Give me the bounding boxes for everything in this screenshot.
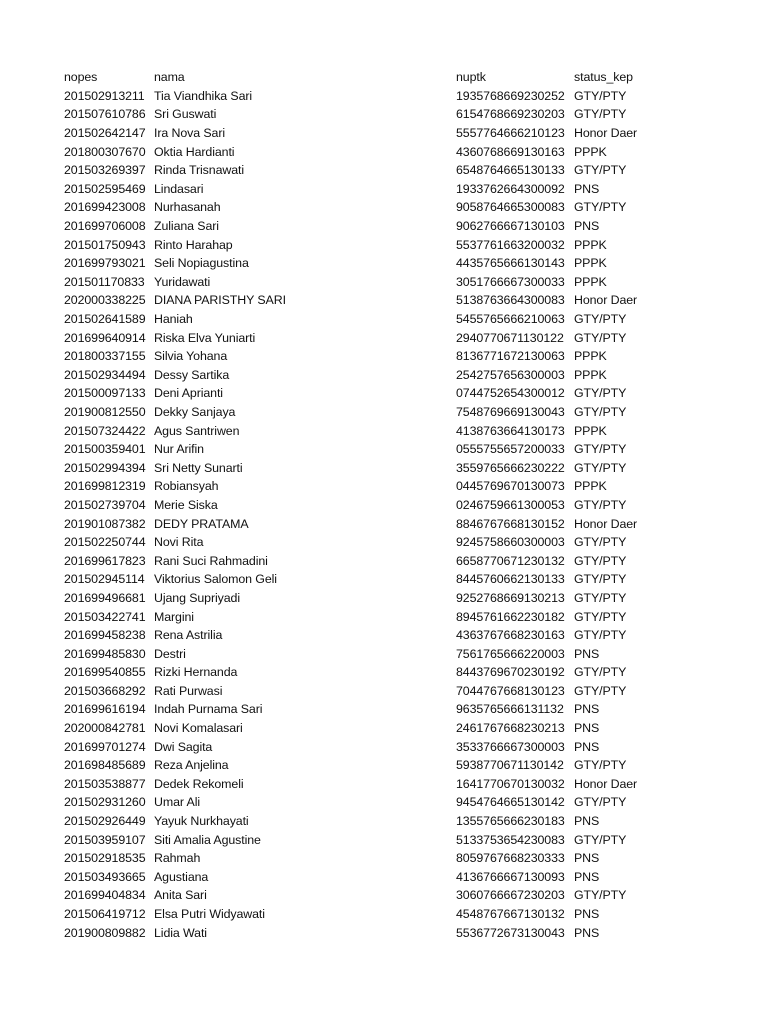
cell-nopes: 201503668292 — [64, 683, 146, 698]
cell-nopes: 201900812550 — [64, 404, 146, 419]
cell-nuptk: 4435765666130143 — [456, 256, 565, 271]
cell-nopes: 201503422741 — [64, 609, 146, 624]
cell-nama: Umar Ali — [154, 795, 201, 810]
cell-status: PPPK — [574, 423, 607, 438]
cell-status: GTY/PTY — [574, 628, 627, 643]
cell-nopes: 201502994394 — [64, 460, 146, 475]
table-row — [64, 458, 638, 477]
cell-nuptk: 5536772673130043 — [456, 925, 565, 940]
cell-nuptk: 2542757656300003 — [456, 367, 565, 382]
table-row — [64, 700, 638, 719]
cell-nopes: 202000842781 — [64, 721, 146, 736]
cell-status: GTY/PTY — [574, 404, 627, 419]
table-row — [64, 291, 638, 310]
cell-nama: Nurhasanah — [154, 200, 221, 215]
cell-status: GTY/PTY — [574, 758, 627, 773]
table-row — [64, 775, 638, 794]
cell-nama: Novi Komalasari — [154, 721, 243, 736]
cell-status: PNS — [574, 181, 600, 196]
cell-nuptk: 8059767668230333 — [456, 851, 565, 866]
cell-nama: Sri Guswati — [154, 107, 217, 122]
cell-nopes: 201500097133 — [64, 386, 146, 401]
table-row — [64, 589, 638, 608]
cell-nama: Zuliana Sari — [154, 219, 219, 234]
cell-nuptk: 0744752654300012 — [456, 386, 565, 401]
cell-nopes: 201699706008 — [64, 219, 146, 234]
cell-nuptk: 1933762664300092 — [456, 181, 565, 196]
table-row — [64, 756, 638, 775]
cell-status: Honor Daer — [574, 516, 638, 531]
cell-nuptk: 2940770671130122 — [456, 330, 564, 345]
cell-nama: Margini — [154, 609, 194, 624]
table-row — [64, 310, 638, 329]
cell-nama: Merie Siska — [154, 497, 218, 512]
table-row — [64, 440, 638, 459]
table-row — [64, 161, 638, 180]
table-row — [64, 328, 638, 347]
cell-nuptk: 7044767668130123 — [456, 683, 565, 698]
cell-nopes: 201502913211 — [64, 88, 145, 103]
cell-nopes: 201699485830 — [64, 646, 146, 661]
cell-status: GTY/PTY — [574, 386, 627, 401]
cell-nama: Sri Netty Sunarti — [154, 460, 243, 475]
table-row — [64, 514, 638, 533]
cell-nuptk: 9454764665130142 — [456, 795, 565, 810]
cell-nama: Rani Suci Rahmadini — [154, 553, 268, 568]
cell-status: PPPK — [574, 274, 607, 289]
cell-status: GTY/PTY — [574, 888, 627, 903]
cell-nuptk: 4548767667130132 — [456, 907, 565, 922]
cell-status: PNS — [574, 925, 600, 940]
table-row — [64, 198, 638, 217]
cell-status: GTY/PTY — [574, 590, 627, 605]
cell-status: PNS — [574, 851, 600, 866]
table-row — [64, 124, 638, 143]
cell-nopes: 201502641589 — [64, 312, 146, 327]
cell-nama: Silvia Yohana — [154, 349, 228, 364]
cell-nama: Reza Anjelina — [154, 758, 229, 773]
cell-nopes: 201699701274 — [64, 739, 146, 754]
cell-nama: Viktorius Salomon Geli — [154, 572, 277, 587]
table-row — [64, 105, 638, 124]
cell-nopes: 201699616194 — [64, 702, 146, 717]
table-row — [64, 235, 638, 254]
cell-nuptk: 4360768669130163 — [456, 144, 565, 159]
cell-status: PPPK — [574, 144, 607, 159]
cell-nama: Tia Viandhika Sari — [154, 88, 253, 103]
table-row — [64, 142, 638, 161]
table-row — [64, 180, 638, 199]
cell-status: PNS — [574, 702, 600, 717]
cell-nopes: 201502945114 — [64, 572, 145, 587]
table-row — [64, 923, 638, 942]
cell-status: PNS — [574, 219, 600, 234]
cell-nuptk: 7561765666220003 — [456, 646, 565, 661]
table-row — [64, 626, 638, 645]
cell-status: GTY/PTY — [574, 535, 627, 550]
cell-nama: Ira Nova Sari — [154, 126, 226, 141]
cell-nama: Agus Santriwen — [154, 423, 240, 438]
cell-nama: Yuridawati — [154, 274, 211, 289]
cell-nuptk: 5133753654230083 — [456, 832, 565, 847]
cell-nuptk: 1935768669230252 — [456, 88, 565, 103]
cell-nopes: 201699812319 — [64, 479, 146, 494]
cell-nopes: 201502250744 — [64, 535, 146, 550]
cell-status: GTY/PTY — [574, 572, 627, 587]
cell-nuptk: 0246759661300053 — [456, 497, 565, 512]
cell-status: PNS — [574, 869, 600, 884]
cell-nuptk: 4136766667130093 — [456, 869, 565, 884]
cell-nama: Dessy Sartika — [154, 367, 230, 382]
cell-nuptk: 0555755657200033 — [456, 442, 565, 457]
cell-nuptk: 6658770671230132 — [456, 553, 565, 568]
table-row — [64, 403, 638, 422]
cell-nuptk: 0445769670130073 — [456, 479, 565, 494]
cell-status: GTY/PTY — [574, 312, 627, 327]
cell-nuptk: 5138763664300083 — [456, 293, 565, 308]
cell-nama: DIANA PARISTHY SARI — [154, 293, 286, 308]
cell-nuptk: 3051766667300033 — [456, 274, 565, 289]
cell-nama: Dekky Sanjaya — [154, 404, 236, 419]
cell-nopes: 202000338225 — [64, 293, 146, 308]
cell-nama: Oktia Hardianti — [154, 144, 235, 159]
table-row — [64, 421, 638, 440]
cell-status: GTY/PTY — [574, 795, 627, 810]
cell-nuptk: 3559765666230222 — [456, 460, 565, 475]
cell-nuptk: 9058764665300083 — [456, 200, 565, 215]
table-row — [64, 496, 638, 515]
cell-nama: Nur Arifin — [154, 442, 204, 457]
cell-status: GTY/PTY — [574, 497, 627, 512]
header-row — [64, 68, 638, 87]
cell-status: Honor Daer — [574, 126, 638, 141]
cell-status: GTY/PTY — [574, 609, 627, 624]
cell-nama: Robiansyah — [154, 479, 219, 494]
cell-status: GTY/PTY — [574, 832, 627, 847]
table-row — [64, 384, 638, 403]
cell-nama: Novi Rita — [154, 535, 204, 550]
cell-nopes: 201500359401 — [64, 442, 146, 457]
cell-nopes: 201502595469 — [64, 181, 146, 196]
cell-status: PPPK — [574, 479, 607, 494]
cell-nama: Elsa Putri Widyawati — [154, 907, 265, 922]
table-row — [64, 644, 638, 663]
table-row — [64, 366, 638, 385]
cell-status: GTY/PTY — [574, 683, 627, 698]
cell-nama: Rinda Trisnawati — [154, 163, 244, 178]
cell-nopes: 201698485689 — [64, 758, 146, 773]
cell-nopes: 201699458238 — [64, 628, 146, 643]
cell-nuptk: 5938770671130142 — [456, 758, 564, 773]
cell-nuptk: 4138763664130173 — [456, 423, 565, 438]
cell-nuptk: 3533766667300003 — [456, 739, 565, 754]
table-row — [64, 868, 638, 887]
cell-nopes: 201503538877 — [64, 776, 146, 791]
cell-nuptk: 7548769669130043 — [456, 404, 565, 419]
cell-nuptk: 5537761663200032 — [456, 237, 565, 252]
cell-nuptk: 1641770670130032 — [456, 776, 565, 791]
cell-nopes: 201502918535 — [64, 851, 146, 866]
cell-nopes: 201800337155 — [64, 349, 146, 364]
cell-status: GTY/PTY — [574, 107, 627, 122]
cell-nama: Destri — [154, 646, 186, 661]
cell-nopes: 201901087382 — [64, 516, 146, 531]
cell-nuptk: 8945761662230182 — [456, 609, 565, 624]
data-sheet — [64, 68, 638, 942]
cell-nopes: 201503269397 — [64, 163, 146, 178]
cell-nopes: 201699423008 — [64, 200, 146, 215]
cell-nuptk: 4363767668230163 — [456, 628, 565, 643]
cell-nopes: 201502931260 — [64, 795, 146, 810]
cell-status: GTY/PTY — [574, 553, 627, 568]
table-row — [64, 737, 638, 756]
cell-nuptk: 8136771672130063 — [456, 349, 565, 364]
cell-status: GTY/PTY — [574, 442, 627, 457]
cell-nopes: 201501750943 — [64, 237, 146, 252]
cell-nama: Lindasari — [154, 181, 204, 196]
cell-nopes: 201800307670 — [64, 144, 146, 159]
cell-nama: Dwi Sagita — [154, 739, 213, 754]
cell-nopes: 201507324422 — [64, 423, 146, 438]
cell-nopes: 201502926449 — [64, 814, 146, 829]
table-row — [64, 217, 638, 236]
cell-nama: Yayuk Nurkhayati — [154, 814, 249, 829]
cell-nama: Indah Purnama Sari — [154, 702, 263, 717]
cell-nuptk: 5455765666210063 — [456, 312, 565, 327]
cell-nama: Dedek Rekomeli — [154, 776, 244, 791]
cell-nopes: 201900809882 — [64, 925, 146, 940]
cell-nuptk: 9635765666131132 — [456, 702, 564, 717]
cell-status: PNS — [574, 721, 600, 736]
header-nopes: nopes — [64, 70, 98, 85]
cell-nuptk: 6154768669230203 — [456, 107, 565, 122]
table-row — [64, 533, 638, 552]
cell-nuptk: 9245758660300003 — [456, 535, 565, 550]
cell-nama: Rizki Hernanda — [154, 665, 238, 680]
cell-nopes: 201699793021 — [64, 256, 146, 271]
cell-status: PNS — [574, 814, 600, 829]
cell-nama: Rahmah — [154, 851, 201, 866]
cell-nama: Haniah — [154, 312, 193, 327]
cell-nama: Rena Astrilia — [154, 628, 223, 643]
table-body — [64, 87, 638, 942]
cell-status: PPPK — [574, 349, 607, 364]
cell-nama: Rinto Harahap — [154, 237, 233, 252]
cell-nuptk: 3060766667230203 — [456, 888, 565, 903]
cell-nopes: 201699496681 — [64, 590, 146, 605]
cell-nopes: 201506419712 — [64, 907, 146, 922]
cell-nopes: 201503959107 — [64, 832, 146, 847]
cell-nopes: 201501170833 — [64, 274, 145, 289]
table-row — [64, 87, 638, 106]
cell-status: GTY/PTY — [574, 665, 627, 680]
cell-nama: DEDY PRATAMA — [154, 516, 249, 531]
header-nuptk: nuptk — [456, 70, 486, 85]
cell-nama: Seli Nopiagustina — [154, 256, 249, 271]
table-row — [64, 254, 638, 273]
table-row — [64, 830, 638, 849]
cell-status: GTY/PTY — [574, 163, 627, 178]
cell-nuptk: 1355765666230183 — [456, 814, 565, 829]
table-row — [64, 570, 638, 589]
table-row — [64, 905, 638, 924]
cell-nuptk: 5557764666210123 — [456, 126, 565, 141]
cell-nuptk: 9252768669130213 — [456, 590, 565, 605]
table-row — [64, 793, 638, 812]
cell-status: Honor Daer — [574, 776, 638, 791]
table-row — [64, 551, 638, 570]
cell-nuptk: 8846767668130152 — [456, 516, 565, 531]
cell-status: GTY/PTY — [574, 460, 627, 475]
cell-nama: Lidia Wati — [154, 925, 207, 940]
table-row — [64, 663, 638, 682]
cell-status: PPPK — [574, 256, 607, 271]
table-row — [64, 347, 638, 366]
cell-nopes: 201699617823 — [64, 553, 146, 568]
table-row — [64, 273, 638, 292]
cell-nama: Agustiana — [154, 869, 209, 884]
table-row — [64, 886, 638, 905]
cell-nopes: 201502642147 — [64, 126, 146, 141]
cell-status: PPPK — [574, 367, 607, 382]
cell-nopes: 201699404834 — [64, 888, 146, 903]
table-row — [64, 812, 638, 831]
cell-nuptk: 9062766667130103 — [456, 219, 565, 234]
cell-nopes: 201502934494 — [64, 367, 146, 382]
cell-nama: Rati Purwasi — [154, 683, 223, 698]
cell-status: PNS — [574, 739, 600, 754]
cell-nopes: 201699540855 — [64, 665, 146, 680]
cell-nopes: 201699640914 — [64, 330, 146, 345]
cell-status: Honor Daer — [574, 293, 638, 308]
cell-nama: Riska Elva Yuniarti — [154, 330, 256, 345]
table-row — [64, 719, 638, 738]
cell-nama: Ujang Supriyadi — [154, 590, 240, 605]
cell-nuptk: 6548764665130133 — [456, 163, 565, 178]
table-row — [64, 849, 638, 868]
table-row — [64, 607, 638, 626]
cell-status: GTY/PTY — [574, 330, 627, 345]
cell-nuptk: 8443769670230192 — [456, 665, 565, 680]
cell-nama: Deni Aprianti — [154, 386, 223, 401]
table-row — [64, 477, 638, 496]
cell-nama: Anita Sari — [154, 888, 207, 903]
cell-status: GTY/PTY — [574, 88, 627, 103]
cell-nama: Siti Amalia Agustine — [154, 832, 261, 847]
cell-nuptk: 8445760662130133 — [456, 572, 565, 587]
cell-status: PNS — [574, 646, 600, 661]
table-row — [64, 682, 638, 701]
cell-status: PNS — [574, 907, 600, 922]
cell-nuptk: 2461767668230213 — [456, 721, 565, 736]
cell-nopes: 201507610786 — [64, 107, 146, 122]
header-status: status_kep — [574, 70, 633, 85]
cell-status: GTY/PTY — [574, 200, 627, 215]
cell-status: PPPK — [574, 237, 607, 252]
header-nama: nama — [154, 70, 185, 85]
cell-nopes: 201503493665 — [64, 869, 146, 884]
cell-nopes: 201502739704 — [64, 497, 146, 512]
